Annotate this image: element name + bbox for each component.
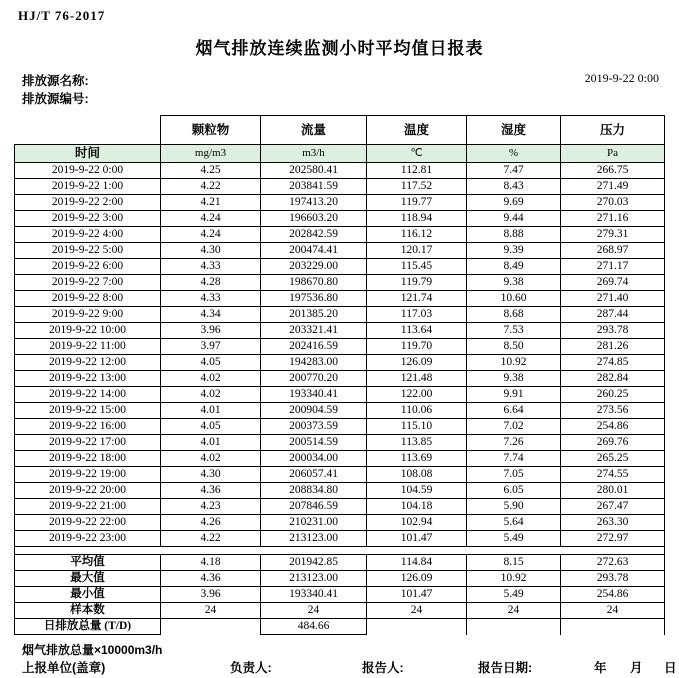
table-row xyxy=(15,275,665,291)
row-value: 4.36 xyxy=(161,483,261,499)
row-value: 280.01 xyxy=(561,483,665,499)
table-row xyxy=(15,371,665,387)
row-time: 2019-9-22 14:00 xyxy=(15,387,161,403)
row-value: 4.01 xyxy=(161,435,261,451)
row-value: 7.53 xyxy=(467,323,561,339)
footer-note-1: 烟气排放总量×10000m3/h xyxy=(22,643,163,657)
table-row xyxy=(15,403,665,419)
column-unit-3: % xyxy=(467,145,561,163)
summary-value: 293.78 xyxy=(561,571,665,587)
report-date-label: 报告日期: xyxy=(478,661,533,675)
row-value: 121.74 xyxy=(367,291,467,307)
row-value: 200034.00 xyxy=(261,451,367,467)
summary-row-sample-count xyxy=(15,603,665,619)
row-value: 8.68 xyxy=(467,307,561,323)
footer xyxy=(14,641,677,678)
row-value: 200514.59 xyxy=(261,435,367,451)
daily-total-value xyxy=(161,619,261,635)
gap-cell xyxy=(561,547,665,555)
summary-value: 126.09 xyxy=(367,571,467,587)
table-row xyxy=(15,259,665,275)
summary-value: 3.96 xyxy=(161,587,261,603)
table-row xyxy=(15,355,665,371)
gap-cell xyxy=(367,547,467,555)
row-time: 2019-9-22 15:00 xyxy=(15,403,161,419)
table-header-row xyxy=(15,116,665,145)
row-value: 287.44 xyxy=(561,307,665,323)
row-time: 2019-9-22 21:00 xyxy=(15,499,161,515)
source-name-label: 排放源名称: xyxy=(22,74,89,88)
table-row xyxy=(15,323,665,339)
row-value: 5.49 xyxy=(467,531,561,547)
row-value: 4.24 xyxy=(161,227,261,243)
source-name-row xyxy=(14,71,665,89)
table-row xyxy=(15,515,665,531)
row-time: 2019-9-22 20:00 xyxy=(15,483,161,499)
reporter-label: 报告人: xyxy=(362,661,404,675)
time-column-header: 时间 xyxy=(15,145,161,163)
row-time: 2019-9-22 8:00 xyxy=(15,291,161,307)
row-value: 7.05 xyxy=(467,467,561,483)
row-time: 2019-9-22 22:00 xyxy=(15,515,161,531)
header-corner xyxy=(15,116,161,145)
row-value: 203841.59 xyxy=(261,179,367,195)
row-value: 119.77 xyxy=(367,195,467,211)
row-value: 8.49 xyxy=(467,259,561,275)
row-time: 2019-9-22 17:00 xyxy=(15,435,161,451)
daily-total-value xyxy=(561,619,665,635)
row-value: 104.18 xyxy=(367,499,467,515)
row-time: 2019-9-22 4:00 xyxy=(15,227,161,243)
row-value: 117.52 xyxy=(367,179,467,195)
row-time: 2019-9-22 12:00 xyxy=(15,355,161,371)
column-header-1: 流量 xyxy=(261,116,367,145)
row-value: 112.81 xyxy=(367,163,467,179)
row-time: 2019-9-22 7:00 xyxy=(15,275,161,291)
gap-cell xyxy=(467,547,561,555)
daily-total-value xyxy=(467,619,561,635)
table-row xyxy=(15,307,665,323)
row-value: 10.92 xyxy=(467,355,561,371)
row-value: 102.94 xyxy=(367,515,467,531)
summary-row-minimum xyxy=(15,587,665,603)
summary-value: 24 xyxy=(161,603,261,619)
column-header-4: 压力 xyxy=(561,116,665,145)
table-gap-row xyxy=(15,547,665,555)
row-value: 193340.41 xyxy=(261,387,367,403)
row-value: 118.94 xyxy=(367,211,467,227)
gap-cell xyxy=(261,547,367,555)
row-value: 7.02 xyxy=(467,419,561,435)
row-value: 7.47 xyxy=(467,163,561,179)
column-unit-4: Pa xyxy=(561,145,665,163)
column-unit-2: ℃ xyxy=(367,145,467,163)
row-time: 2019-9-22 18:00 xyxy=(15,451,161,467)
row-value: 265.25 xyxy=(561,451,665,467)
row-value: 194283.00 xyxy=(261,355,367,371)
row-time: 2019-9-22 10:00 xyxy=(15,323,161,339)
row-value: 4.34 xyxy=(161,307,261,323)
row-value: 271.49 xyxy=(561,179,665,195)
table-row xyxy=(15,435,665,451)
table-row xyxy=(15,179,665,195)
summary-value: 114.84 xyxy=(367,555,467,571)
row-value: 4.21 xyxy=(161,195,261,211)
row-value: 120.17 xyxy=(367,243,467,259)
row-value: 281.26 xyxy=(561,339,665,355)
row-value: 200904.59 xyxy=(261,403,367,419)
row-time: 2019-9-22 11:00 xyxy=(15,339,161,355)
row-value: 10.60 xyxy=(467,291,561,307)
table-row xyxy=(15,243,665,259)
summary-value: 4.18 xyxy=(161,555,261,571)
row-value: 126.09 xyxy=(367,355,467,371)
row-value: 8.88 xyxy=(467,227,561,243)
monitoring-table xyxy=(14,115,665,635)
row-value: 206057.41 xyxy=(261,467,367,483)
row-value: 254.86 xyxy=(561,419,665,435)
table-row xyxy=(15,291,665,307)
row-value: 4.02 xyxy=(161,387,261,403)
footer-signature-row xyxy=(22,658,677,678)
gap-cell xyxy=(15,547,161,555)
summary-value: 8.15 xyxy=(467,555,561,571)
row-value: 267.47 xyxy=(561,499,665,515)
row-value: 9.69 xyxy=(467,195,561,211)
report-datetime: 2019-9-22 0:00 xyxy=(584,71,659,85)
summary-row-average xyxy=(15,555,665,571)
summary-value: 24 xyxy=(467,603,561,619)
summary-row-maximum xyxy=(15,571,665,587)
row-value: 268.97 xyxy=(561,243,665,259)
source-code-label: 排放源编号: xyxy=(22,92,89,106)
row-value: 210231.00 xyxy=(261,515,367,531)
row-value: 4.30 xyxy=(161,243,261,259)
table-body xyxy=(15,163,665,635)
row-time: 2019-9-22 6:00 xyxy=(15,259,161,275)
row-value: 4.30 xyxy=(161,467,261,483)
row-time: 2019-9-22 2:00 xyxy=(15,195,161,211)
summary-value: 5.49 xyxy=(467,587,561,603)
summary-label: 最小值 xyxy=(15,587,161,603)
column-unit-1: m3/h xyxy=(261,145,367,163)
daily-total-value xyxy=(367,619,467,635)
summary-value: 4.36 xyxy=(161,571,261,587)
row-value: 269.74 xyxy=(561,275,665,291)
row-value: 273.56 xyxy=(561,403,665,419)
row-value: 3.97 xyxy=(161,339,261,355)
row-time: 2019-9-22 3:00 xyxy=(15,211,161,227)
row-value: 266.75 xyxy=(561,163,665,179)
row-value: 4.01 xyxy=(161,403,261,419)
summary-value: 213123.00 xyxy=(261,571,367,587)
row-value: 5.90 xyxy=(467,499,561,515)
table-row xyxy=(15,531,665,547)
row-value: 196603.20 xyxy=(261,211,367,227)
row-value: 122.00 xyxy=(367,387,467,403)
table-row xyxy=(15,499,665,515)
row-value: 197536.80 xyxy=(261,291,367,307)
summary-value: 24 xyxy=(261,603,367,619)
summary-value: 254.86 xyxy=(561,587,665,603)
day-label: 日 xyxy=(664,661,677,675)
row-value: 4.25 xyxy=(161,163,261,179)
row-time: 2019-9-22 19:00 xyxy=(15,467,161,483)
column-header-0: 颗粒物 xyxy=(161,116,261,145)
row-value: 101.47 xyxy=(367,531,467,547)
row-value: 119.70 xyxy=(367,339,467,355)
row-value: 208834.80 xyxy=(261,483,367,499)
report-unit-label: 上报单位(盖章) xyxy=(22,661,106,675)
row-value: 9.91 xyxy=(467,387,561,403)
row-value: 9.38 xyxy=(467,371,561,387)
row-time: 2019-9-22 0:00 xyxy=(15,163,161,179)
row-value: 7.26 xyxy=(467,435,561,451)
table-row xyxy=(15,451,665,467)
summary-label: 平均值 xyxy=(15,555,161,571)
table-units-row xyxy=(15,145,665,163)
row-value: 9.38 xyxy=(467,275,561,291)
row-time: 2019-9-22 16:00 xyxy=(15,419,161,435)
row-value: 271.40 xyxy=(561,291,665,307)
row-value: 197413.20 xyxy=(261,195,367,211)
row-value: 272.97 xyxy=(561,531,665,547)
row-value: 4.05 xyxy=(161,419,261,435)
table-row xyxy=(15,163,665,179)
row-value: 198670.80 xyxy=(261,275,367,291)
row-value: 104.59 xyxy=(367,483,467,499)
row-value: 202416.59 xyxy=(261,339,367,355)
daily-total-label: 日排放总量 (T/D) xyxy=(15,619,161,635)
row-value: 3.96 xyxy=(161,323,261,339)
row-value: 263.30 xyxy=(561,515,665,531)
row-value: 117.03 xyxy=(367,307,467,323)
table-row xyxy=(15,195,665,211)
row-value: 4.23 xyxy=(161,499,261,515)
row-value: 6.64 xyxy=(467,403,561,419)
row-value: 116.12 xyxy=(367,227,467,243)
row-value: 269.76 xyxy=(561,435,665,451)
row-value: 4.02 xyxy=(161,451,261,467)
page-title: 烟气排放连续监测小时平均值日报表 xyxy=(195,39,484,58)
year-label: 年 xyxy=(594,661,607,675)
standard-code: HJ/T 76-2017 xyxy=(18,8,106,23)
row-value: 203321.41 xyxy=(261,323,367,339)
row-time: 2019-9-22 23:00 xyxy=(15,531,161,547)
table-row xyxy=(15,227,665,243)
row-value: 4.26 xyxy=(161,515,261,531)
row-value: 293.78 xyxy=(561,323,665,339)
row-value: 279.31 xyxy=(561,227,665,243)
row-value: 200474.41 xyxy=(261,243,367,259)
row-value: 213123.00 xyxy=(261,531,367,547)
row-value: 271.16 xyxy=(561,211,665,227)
table-row xyxy=(15,483,665,499)
row-value: 271.17 xyxy=(561,259,665,275)
row-time: 2019-9-22 1:00 xyxy=(15,179,161,195)
row-value: 113.64 xyxy=(367,323,467,339)
summary-label: 最大值 xyxy=(15,571,161,587)
row-time: 2019-9-22 5:00 xyxy=(15,243,161,259)
row-value: 121.48 xyxy=(367,371,467,387)
row-value: 115.45 xyxy=(367,259,467,275)
table-row xyxy=(15,339,665,355)
row-value: 203229.00 xyxy=(261,259,367,275)
gap-cell xyxy=(161,547,261,555)
row-value: 7.74 xyxy=(467,451,561,467)
row-value: 282.84 xyxy=(561,371,665,387)
summary-value: 101.47 xyxy=(367,587,467,603)
row-value: 4.22 xyxy=(161,531,261,547)
row-value: 4.24 xyxy=(161,211,261,227)
row-value: 200770.20 xyxy=(261,371,367,387)
summary-value: 272.63 xyxy=(561,555,665,571)
month-label: 月 xyxy=(630,661,643,675)
row-value: 4.28 xyxy=(161,275,261,291)
summary-label: 样本数 xyxy=(15,603,161,619)
summary-value: 10.92 xyxy=(467,571,561,587)
row-value: 8.43 xyxy=(467,179,561,195)
row-value: 108.08 xyxy=(367,467,467,483)
row-value: 4.33 xyxy=(161,259,261,275)
row-value: 8.50 xyxy=(467,339,561,355)
row-value: 202580.41 xyxy=(261,163,367,179)
summary-value: 24 xyxy=(561,603,665,619)
row-value: 4.22 xyxy=(161,179,261,195)
daily-total-value: 484.66 xyxy=(261,619,367,635)
table-row xyxy=(15,419,665,435)
row-value: 119.79 xyxy=(367,275,467,291)
row-value: 201385.20 xyxy=(261,307,367,323)
row-value: 274.85 xyxy=(561,355,665,371)
row-value: 202842.59 xyxy=(261,227,367,243)
column-unit-0: mg/m3 xyxy=(161,145,261,163)
table-row xyxy=(15,211,665,227)
row-value: 4.33 xyxy=(161,291,261,307)
row-time: 2019-9-22 9:00 xyxy=(15,307,161,323)
row-value: 260.25 xyxy=(561,387,665,403)
summary-value: 193340.41 xyxy=(261,587,367,603)
table-row xyxy=(15,467,665,483)
column-header-2: 温度 xyxy=(367,116,467,145)
row-value: 270.03 xyxy=(561,195,665,211)
row-value: 5.64 xyxy=(467,515,561,531)
table-row xyxy=(15,387,665,403)
row-value: 207846.59 xyxy=(261,499,367,515)
row-value: 274.55 xyxy=(561,467,665,483)
row-value: 9.44 xyxy=(467,211,561,227)
row-value: 113.69 xyxy=(367,451,467,467)
row-time: 2019-9-22 13:00 xyxy=(15,371,161,387)
summary-value: 24 xyxy=(367,603,467,619)
responsible-person-label: 负责人: xyxy=(230,661,272,675)
row-value: 110.06 xyxy=(367,403,467,419)
row-value: 200373.59 xyxy=(261,419,367,435)
row-value: 115.10 xyxy=(367,419,467,435)
row-value: 9.39 xyxy=(467,243,561,259)
row-value: 113.85 xyxy=(367,435,467,451)
column-header-3: 湿度 xyxy=(467,116,561,145)
row-value: 4.02 xyxy=(161,371,261,387)
row-value: 6.05 xyxy=(467,483,561,499)
row-value: 4.05 xyxy=(161,355,261,371)
summary-value: 201942.85 xyxy=(261,555,367,571)
daily-total-row xyxy=(15,619,665,635)
